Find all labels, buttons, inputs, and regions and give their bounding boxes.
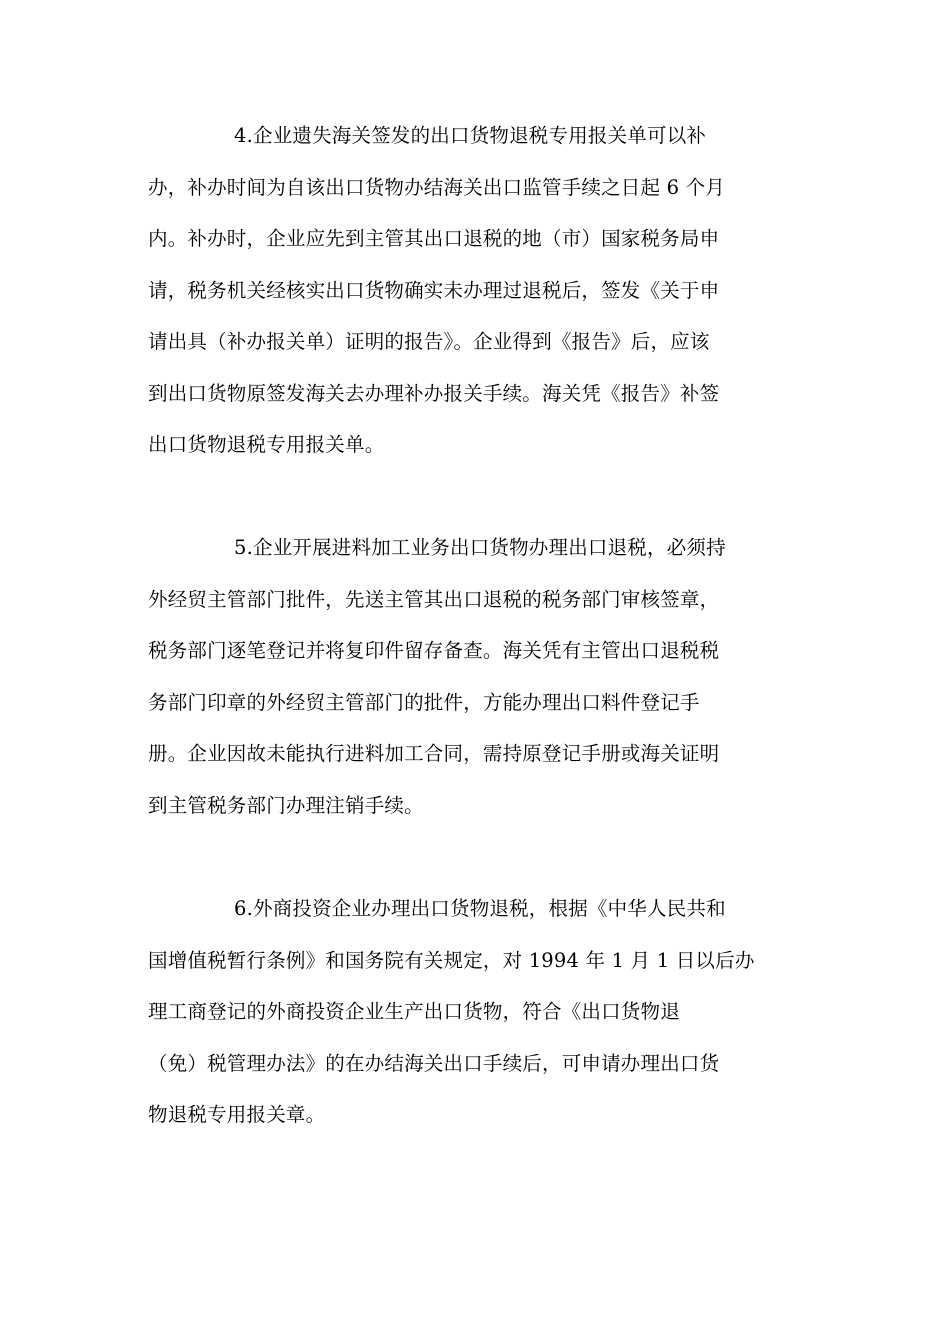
paragraph-line: 内。补办时，企业应先到主管其出口退税的地（市）国家税务局申: [148, 227, 720, 250]
paragraph-line: 出口货物退税专用报关单。: [148, 433, 385, 456]
paragraph-line: 外经贸主管部门批件，先送主管其出口退税的税务部门审核签章，: [148, 587, 720, 611]
paragraph-line: 到主管税务部门办理注销手续。: [148, 793, 424, 817]
paragraph-line: 国增值税暂行条例》和国务院有关规定，对 1994 年 1 月 1 日以后办: [148, 948, 755, 972]
paragraph-line: 税务部门逐笔登记并将复印件留存备查。海关凭有主管出口退税税: [148, 639, 720, 662]
paragraph-line: 6.外商投资企业办理出口货物退税，根据《中华人民共和: [234, 897, 726, 920]
paragraph-item-5: [148, 522, 808, 831]
paragraph-line: 请，税务机关经核实出口货物确实未办理过退税后，签发《关于申: [148, 278, 720, 302]
paragraph-line: 理工商登记的外商投资企业生产出口货物，符合《出口货物退: [148, 1000, 680, 1023]
paragraph-line: 办，补办时间为自该出口货物办结海关出口监管手续之日起 6 个月: [148, 175, 726, 199]
paragraph-line: 4.企业遗失海关签发的出口货物退税专用报关单可以补: [234, 124, 707, 147]
paragraph-item-6: [148, 883, 808, 1141]
paragraph-line: 物退税专用报关章。: [148, 1103, 326, 1126]
paragraph-line: 请出具（补办报关单）证明的报告》。企业得到《报告》后，应该: [148, 330, 710, 353]
paragraph-line: 到出口货物原签发海关去办理补办报关手续。海关凭《报告》补签: [148, 381, 720, 405]
paragraph-line: 务部门印章的外经贸主管部门的批件，方能办理出口料件登记手: [148, 690, 700, 714]
paragraph-item-4: [148, 110, 808, 471]
paragraph-line: （免）税管理办法》的在办结海关出口手续后，可申请办理出口货: [148, 1051, 720, 1075]
paragraph-line: 5.企业开展进料加工业务出口货物办理出口退税，必须持: [234, 536, 726, 559]
paragraph-line: 册。企业因故未能执行进料加工合同，需持原登记手册或海关证明: [148, 742, 720, 765]
